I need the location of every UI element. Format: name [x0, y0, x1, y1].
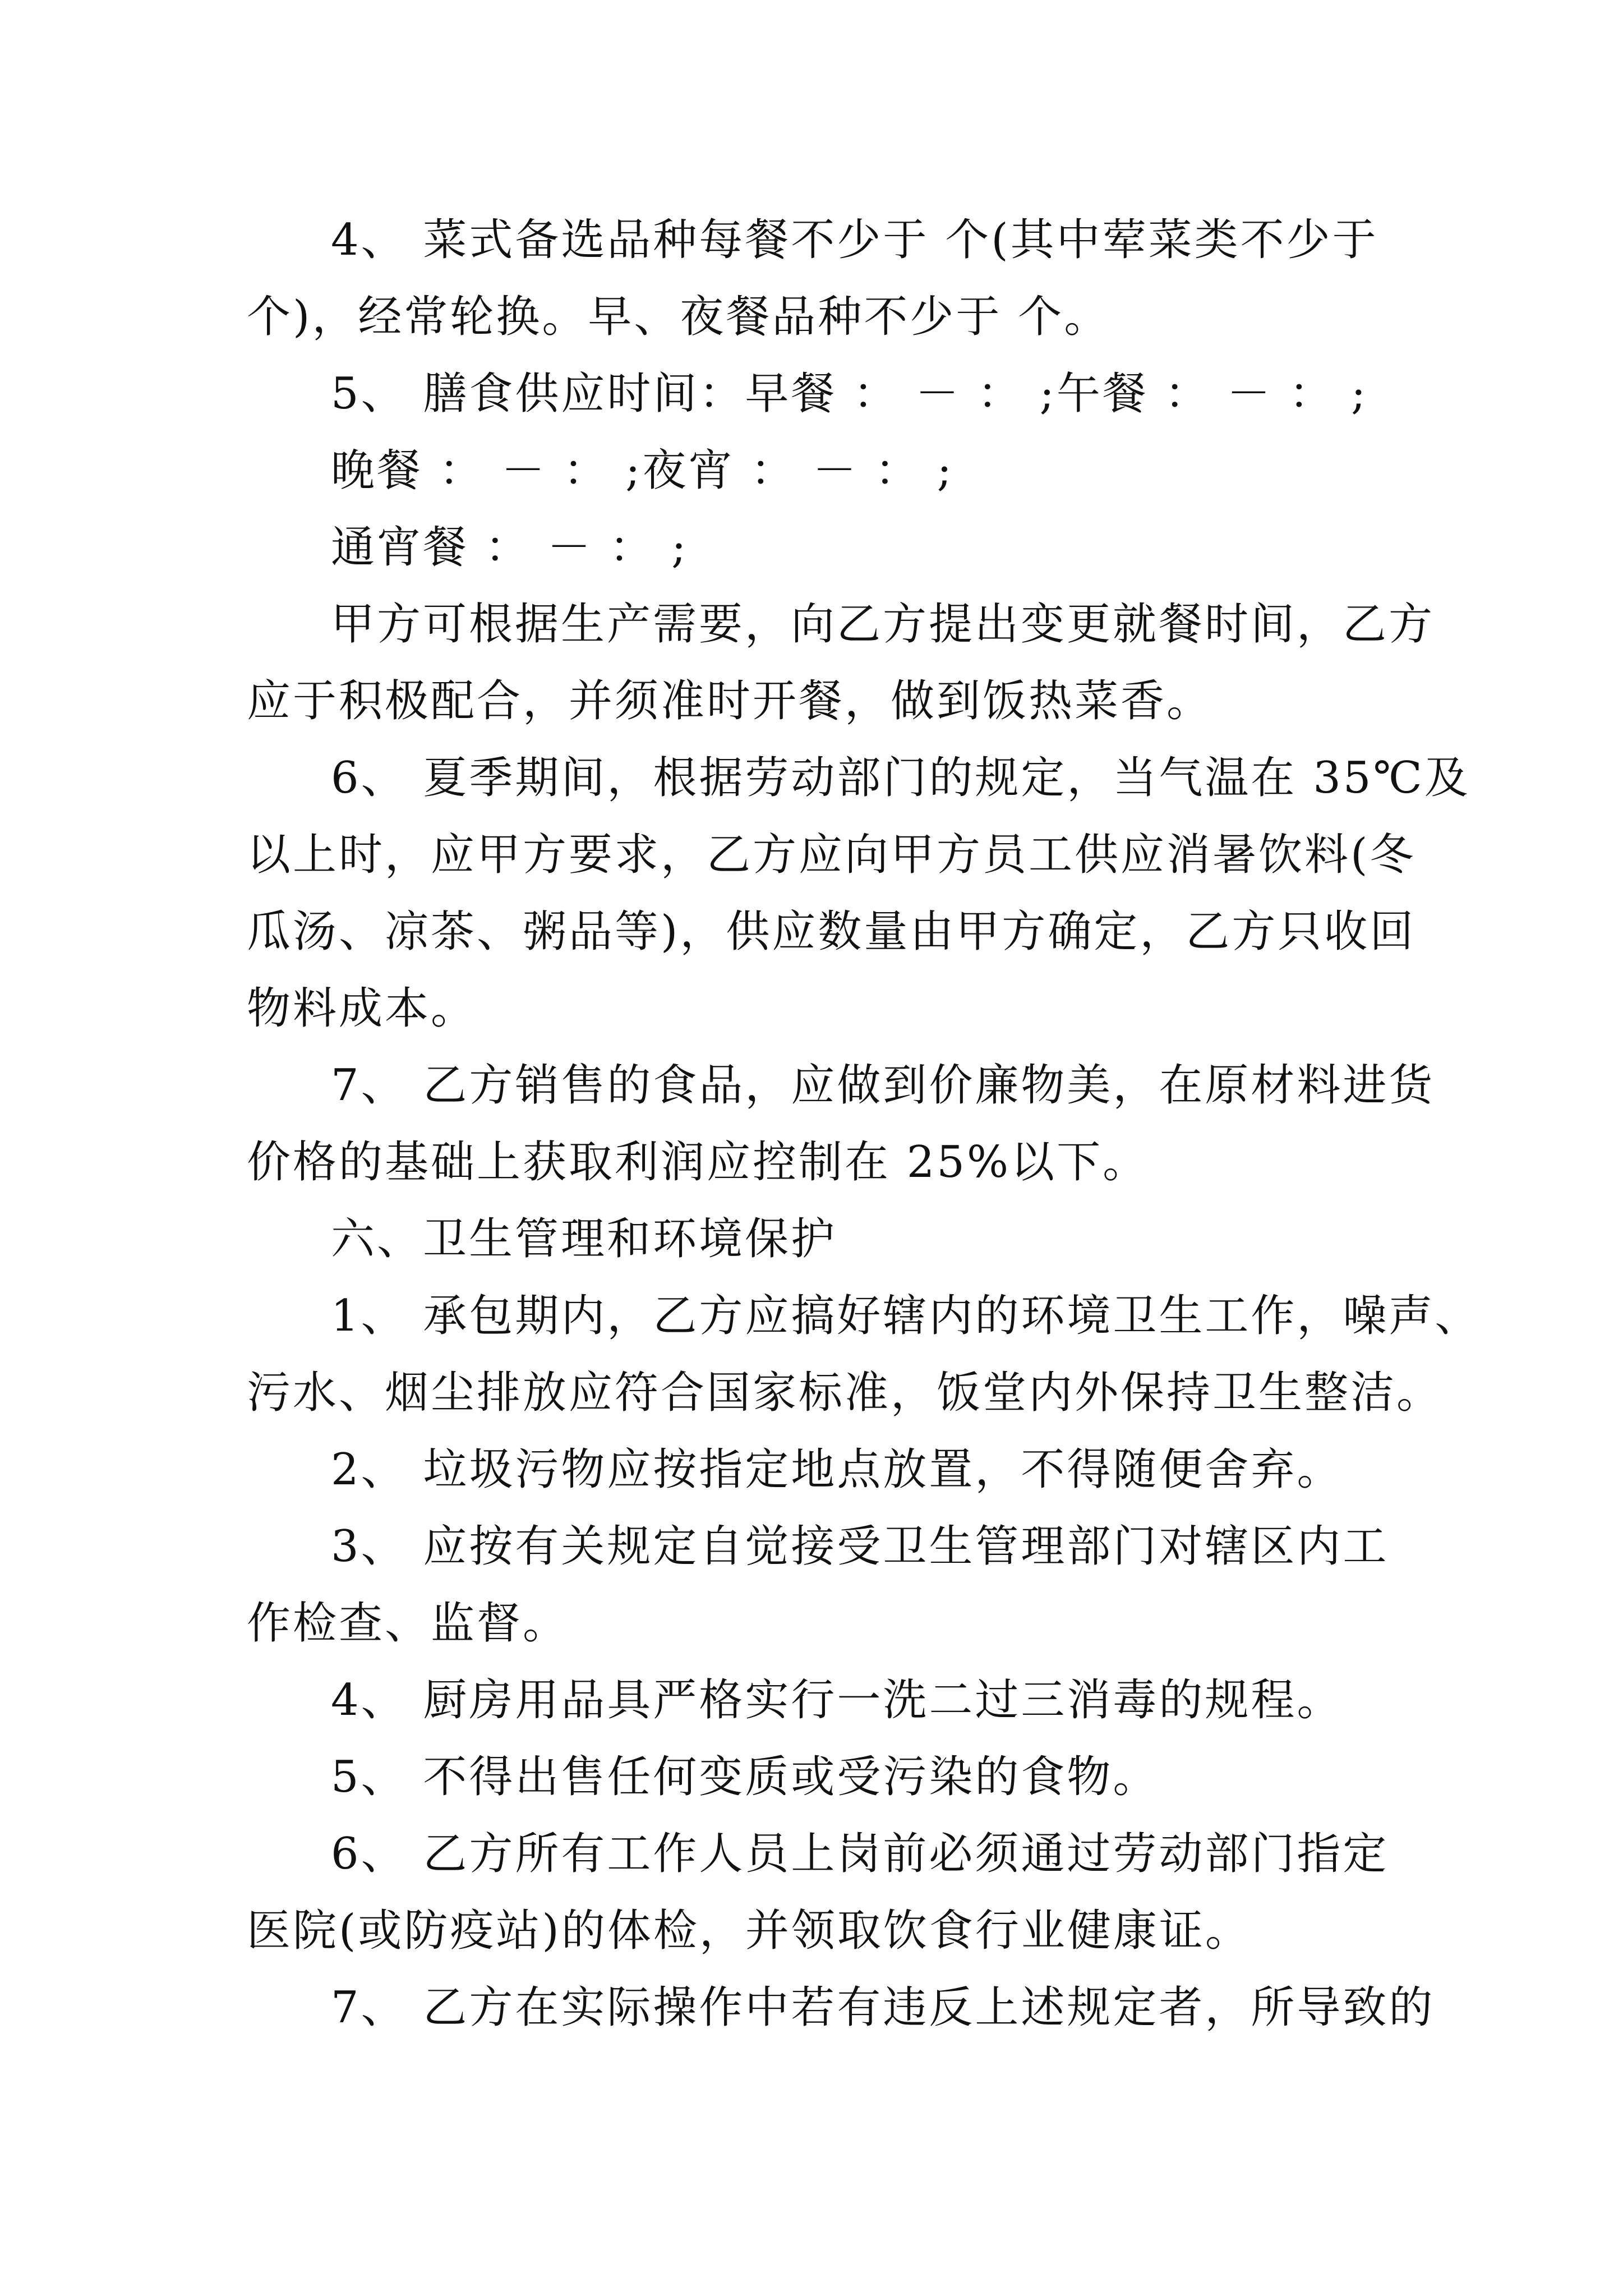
paragraph-line: 瓜汤、凉茶、粥品等)，供应数量由甲方确定，乙方只收回 [247, 907, 1416, 957]
paragraph-line: 5、 不得出售任何变质或受污染的食物。 [331, 1752, 1159, 1802]
paragraph-line: 污水、烟尘排放应符合国家标准，饭堂内外保持卫生整洁。 [247, 1368, 1443, 1418]
paragraph-line: 6、 乙方所有工作人员上岗前必须通过劳动部门指定 [331, 1829, 1389, 1879]
paragraph-line: 7、 乙方销售的食品，应做到价廉物美，在原材料进货 [331, 1060, 1435, 1111]
paragraph-line: 应于积极配合，并须准时开餐，做到饭热菜香。 [247, 676, 1213, 726]
paragraph-line: 物料成本。 [247, 983, 477, 1034]
document-body [247, 202, 1481, 2046]
paragraph-line: 5、 膳食供应时间：早餐 ： － ： ;午餐 ： － ： ; [331, 369, 1368, 419]
paragraph-line: 晚餐 ： － ： ;夜宵 ： － ： ; [331, 445, 954, 496]
paragraph-line: 价格的基础上获取利润应控制在 25%以下。 [247, 1137, 1149, 1188]
paragraph-line: 以上时，应甲方要求，乙方应向甲方员工供应消暑饮料(冬 [247, 830, 1416, 880]
paragraph-line: 1、 承包期内，乙方应搞好辖内的环境卫生工作，噪声、 [331, 1291, 1481, 1341]
paragraph-line: 3、 应按有关规定自觉接受卫生管理部门对辖区内工 [331, 1521, 1389, 1572]
paragraph-line: 甲方可根据生产需要，向乙方提出变更就餐时间，乙方 [331, 599, 1435, 650]
paragraph-line: 医院(或防疫站)的体检，并领取饮食行业健康证。 [247, 1906, 1251, 1956]
paragraph-line: 4、 菜式备选品种每餐不少于 个(其中荤菜类不少于 [331, 215, 1378, 265]
paragraph-line: 4、 厨房用品具严格实行一洗二过三消毒的规程。 [331, 1675, 1343, 1726]
paragraph-line: 7、 乙方在实际操作中若有违反上述规定者，所导致的 [331, 1982, 1435, 2033]
section-heading: 六、卫生管理和环境保护 [331, 1214, 837, 1264]
paragraph-line: 6、 夏季期间，根据劳动部门的规定，当气温在 35℃及 [331, 753, 1470, 803]
paragraph-line: 通宵餐 ： － ： ; [331, 522, 689, 573]
paragraph-line: 2、 垃圾污物应按指定地点放置，不得随便舍弃。 [331, 1444, 1343, 1495]
paragraph-line: 个)，经常轮换。早、夜餐品种不少于 个。 [247, 292, 1110, 342]
paragraph-line: 作检查、监督。 [247, 1598, 569, 1649]
